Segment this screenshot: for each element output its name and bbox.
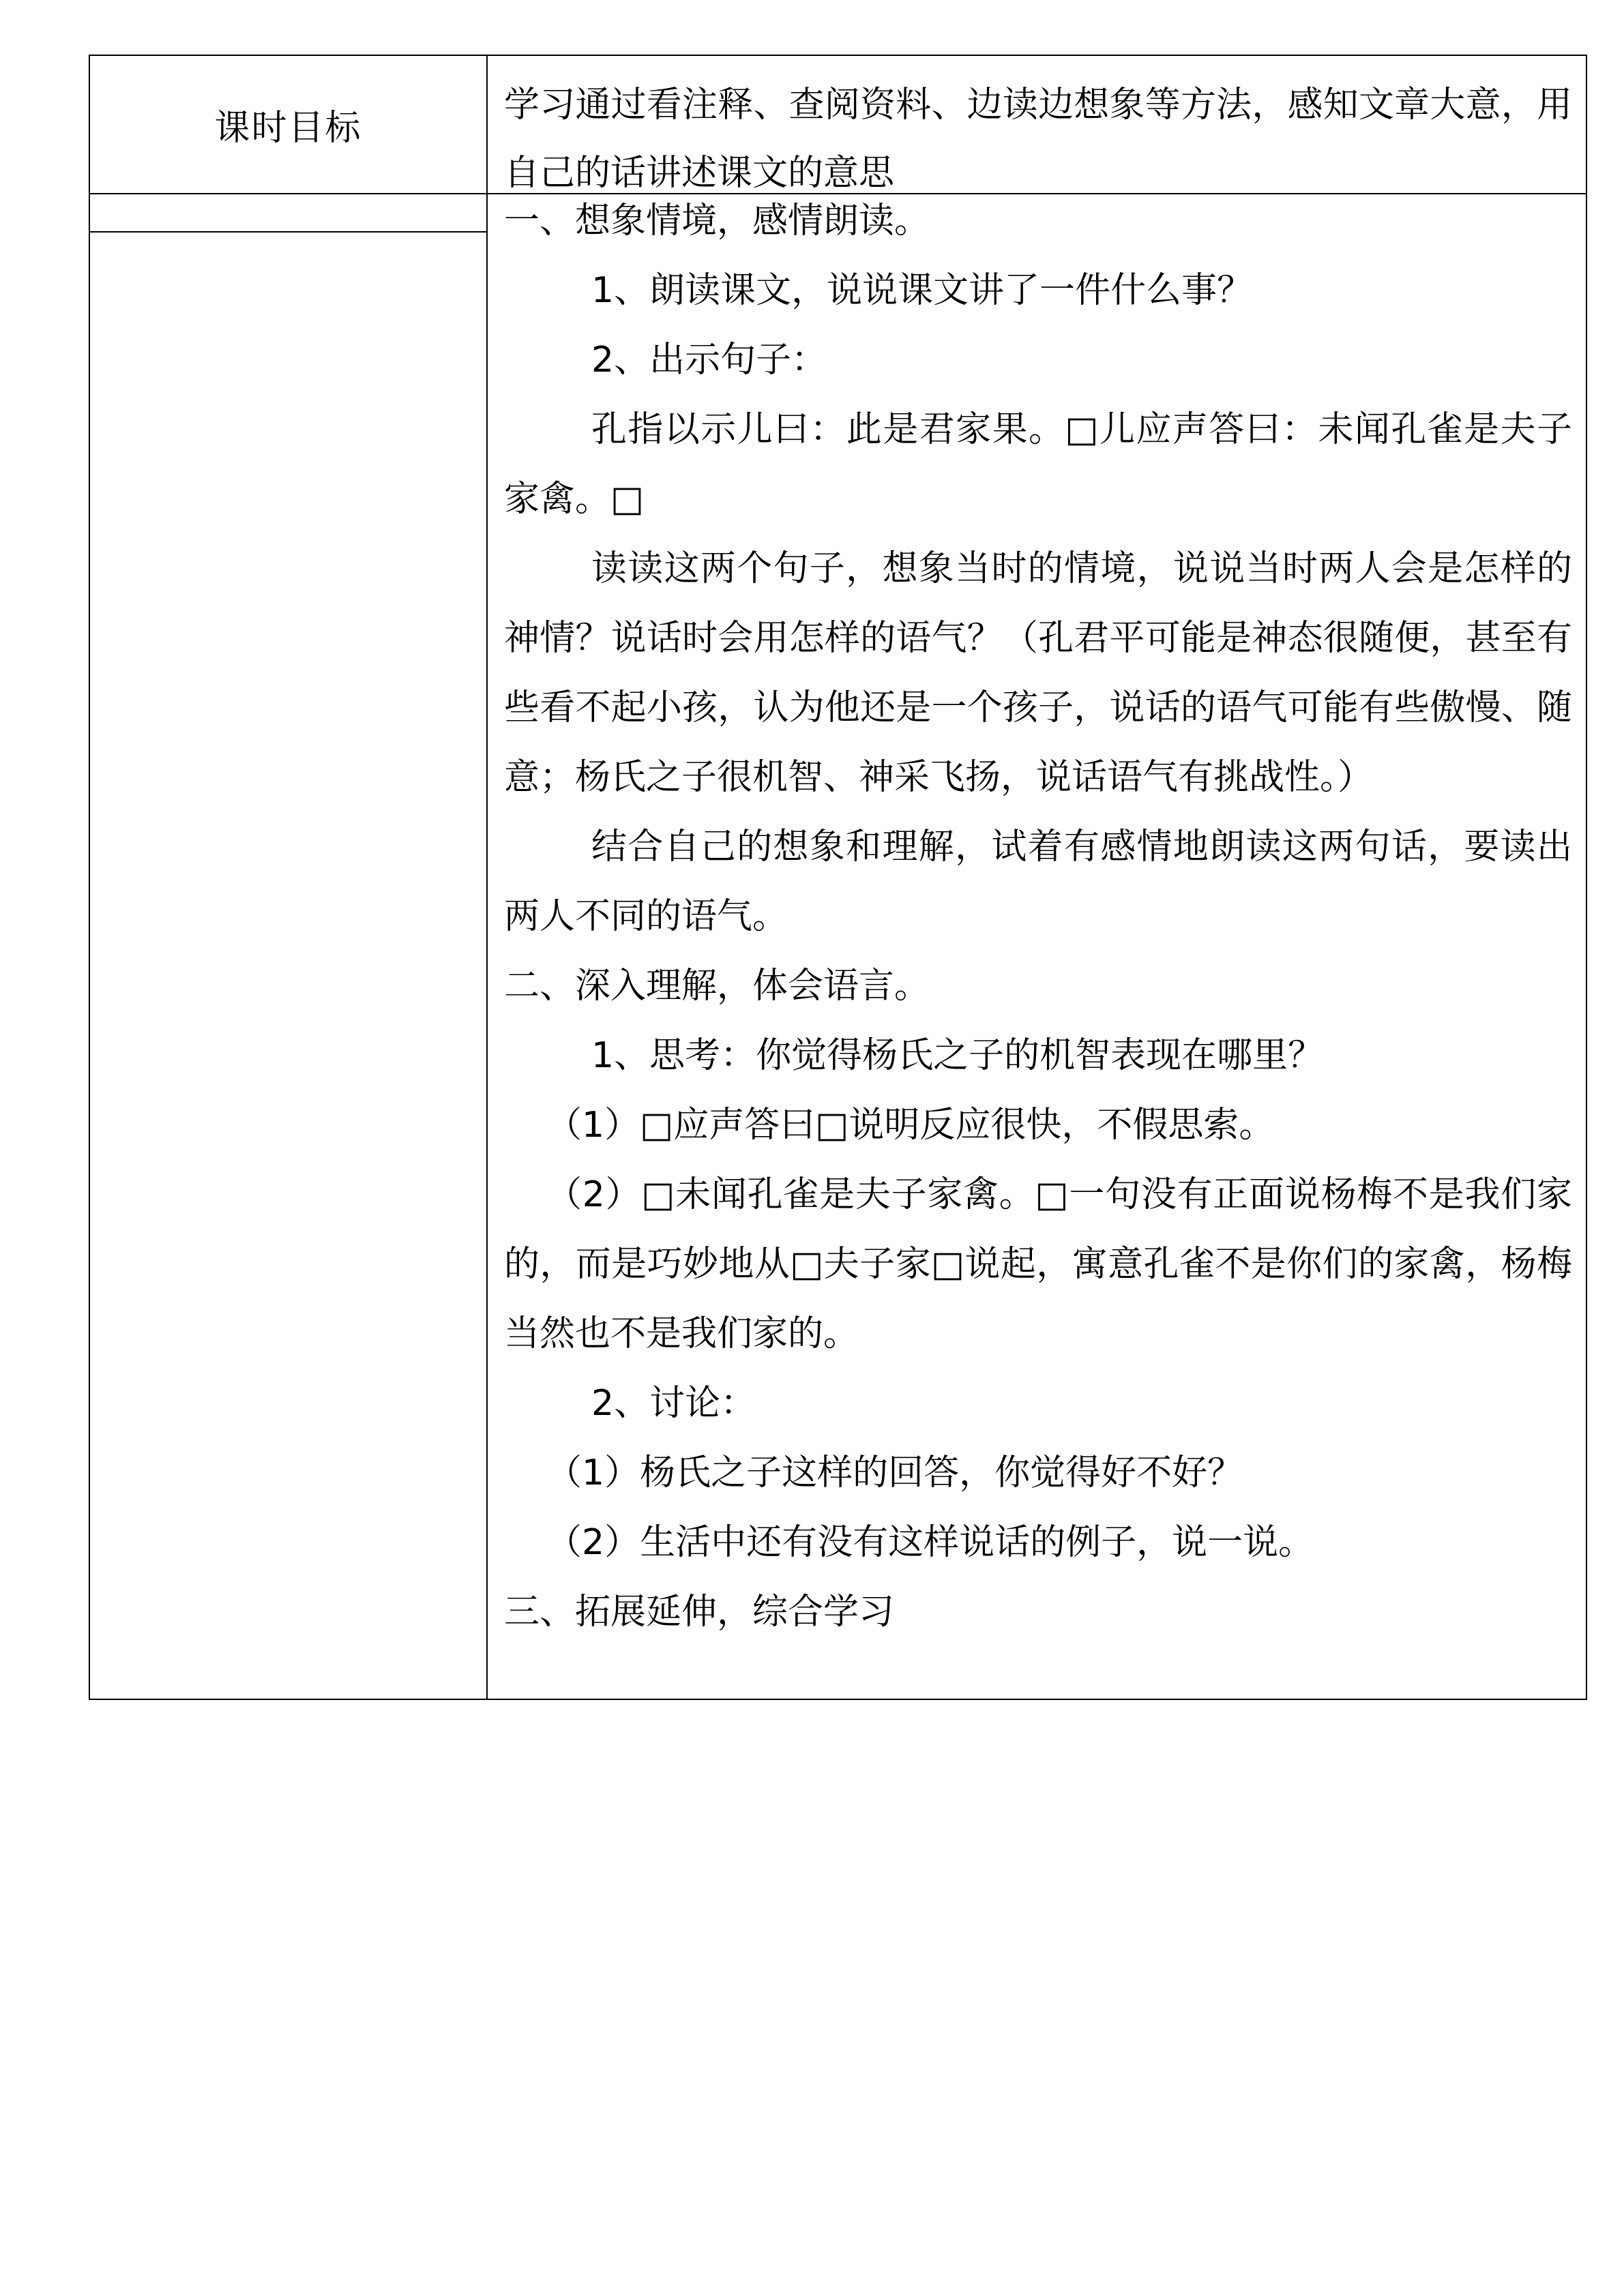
section-1-item-1: 1、朗读课文，说说课文讲了一件什么事？ (591, 270, 1253, 311)
goal-label-cell (90, 56, 488, 193)
combine-paragraph: 结合自己的想象和理解，试着有感情地朗读这两句话，要读出两人不同的语气。 (504, 826, 1572, 937)
section-2-sub-1: （1）□应声答曰□说明反应很快，不假思索。 (546, 1105, 1275, 1146)
section-1-title: 一、想象情境，感情朗读。 (504, 200, 930, 241)
section-2-sub-3: （1）杨氏之子这样的回答，你觉得好不好？ (546, 1452, 1243, 1493)
cell-divider (90, 231, 486, 233)
section-1-item-2: 2、出示句子： (591, 340, 827, 381)
goal-label: 课时目标 (214, 108, 362, 149)
section-3-title: 三、拓展延伸，综合学习 (504, 1592, 895, 1632)
lesson-plan-table (89, 55, 1587, 1700)
process-content-cell (488, 194, 1586, 1699)
process-left-cell (90, 194, 488, 1699)
goal-content-cell (488, 56, 1586, 193)
quoted-sentences: 孔指以示儿曰：此是君家果。□儿应声答曰：未闻孔雀是夫子家禽。□ (504, 409, 1572, 520)
section-2-item-1: 1、思考：你觉得杨氏之子的机智表现在哪里？ (591, 1035, 1324, 1076)
teaching-process-row (90, 194, 1586, 1699)
section-2-sub-2: （2）□未闻孔雀是夫子家禽。□一句没有正面说杨梅不是我们家的，而是巧妙地从□夫子家□说起，寓意孔雀不是你们的家禽，杨梅当然也不是我们家的。 (504, 1174, 1572, 1354)
section-2-sub-4: （2）生活中还有没有这样说话的例子，说一说。 (546, 1522, 1314, 1563)
lesson-goal-row (90, 56, 1586, 194)
goal-text: 学习通过看注释、查阅资料、边读边想象等方法，感知文章大意，用自己的话讲述课文的意思 (504, 85, 1572, 194)
section-2-item-2: 2、讨论： (591, 1383, 756, 1424)
reading-paragraph: 读读这两个句子，想象当时的情境，说说当时两人会是怎样的神情？说话时会用怎样的语气？（孔君平可能是神态很随便，甚至有些看不起小孩，认为他还是一个孩子，说话的语气可能有些傲慢、随意；杨氏之子很机智、神采飞扬，说话语气有挑战性。） (504, 548, 1572, 798)
section-2-title: 二、深入理解，体会语言。 (504, 966, 930, 1007)
